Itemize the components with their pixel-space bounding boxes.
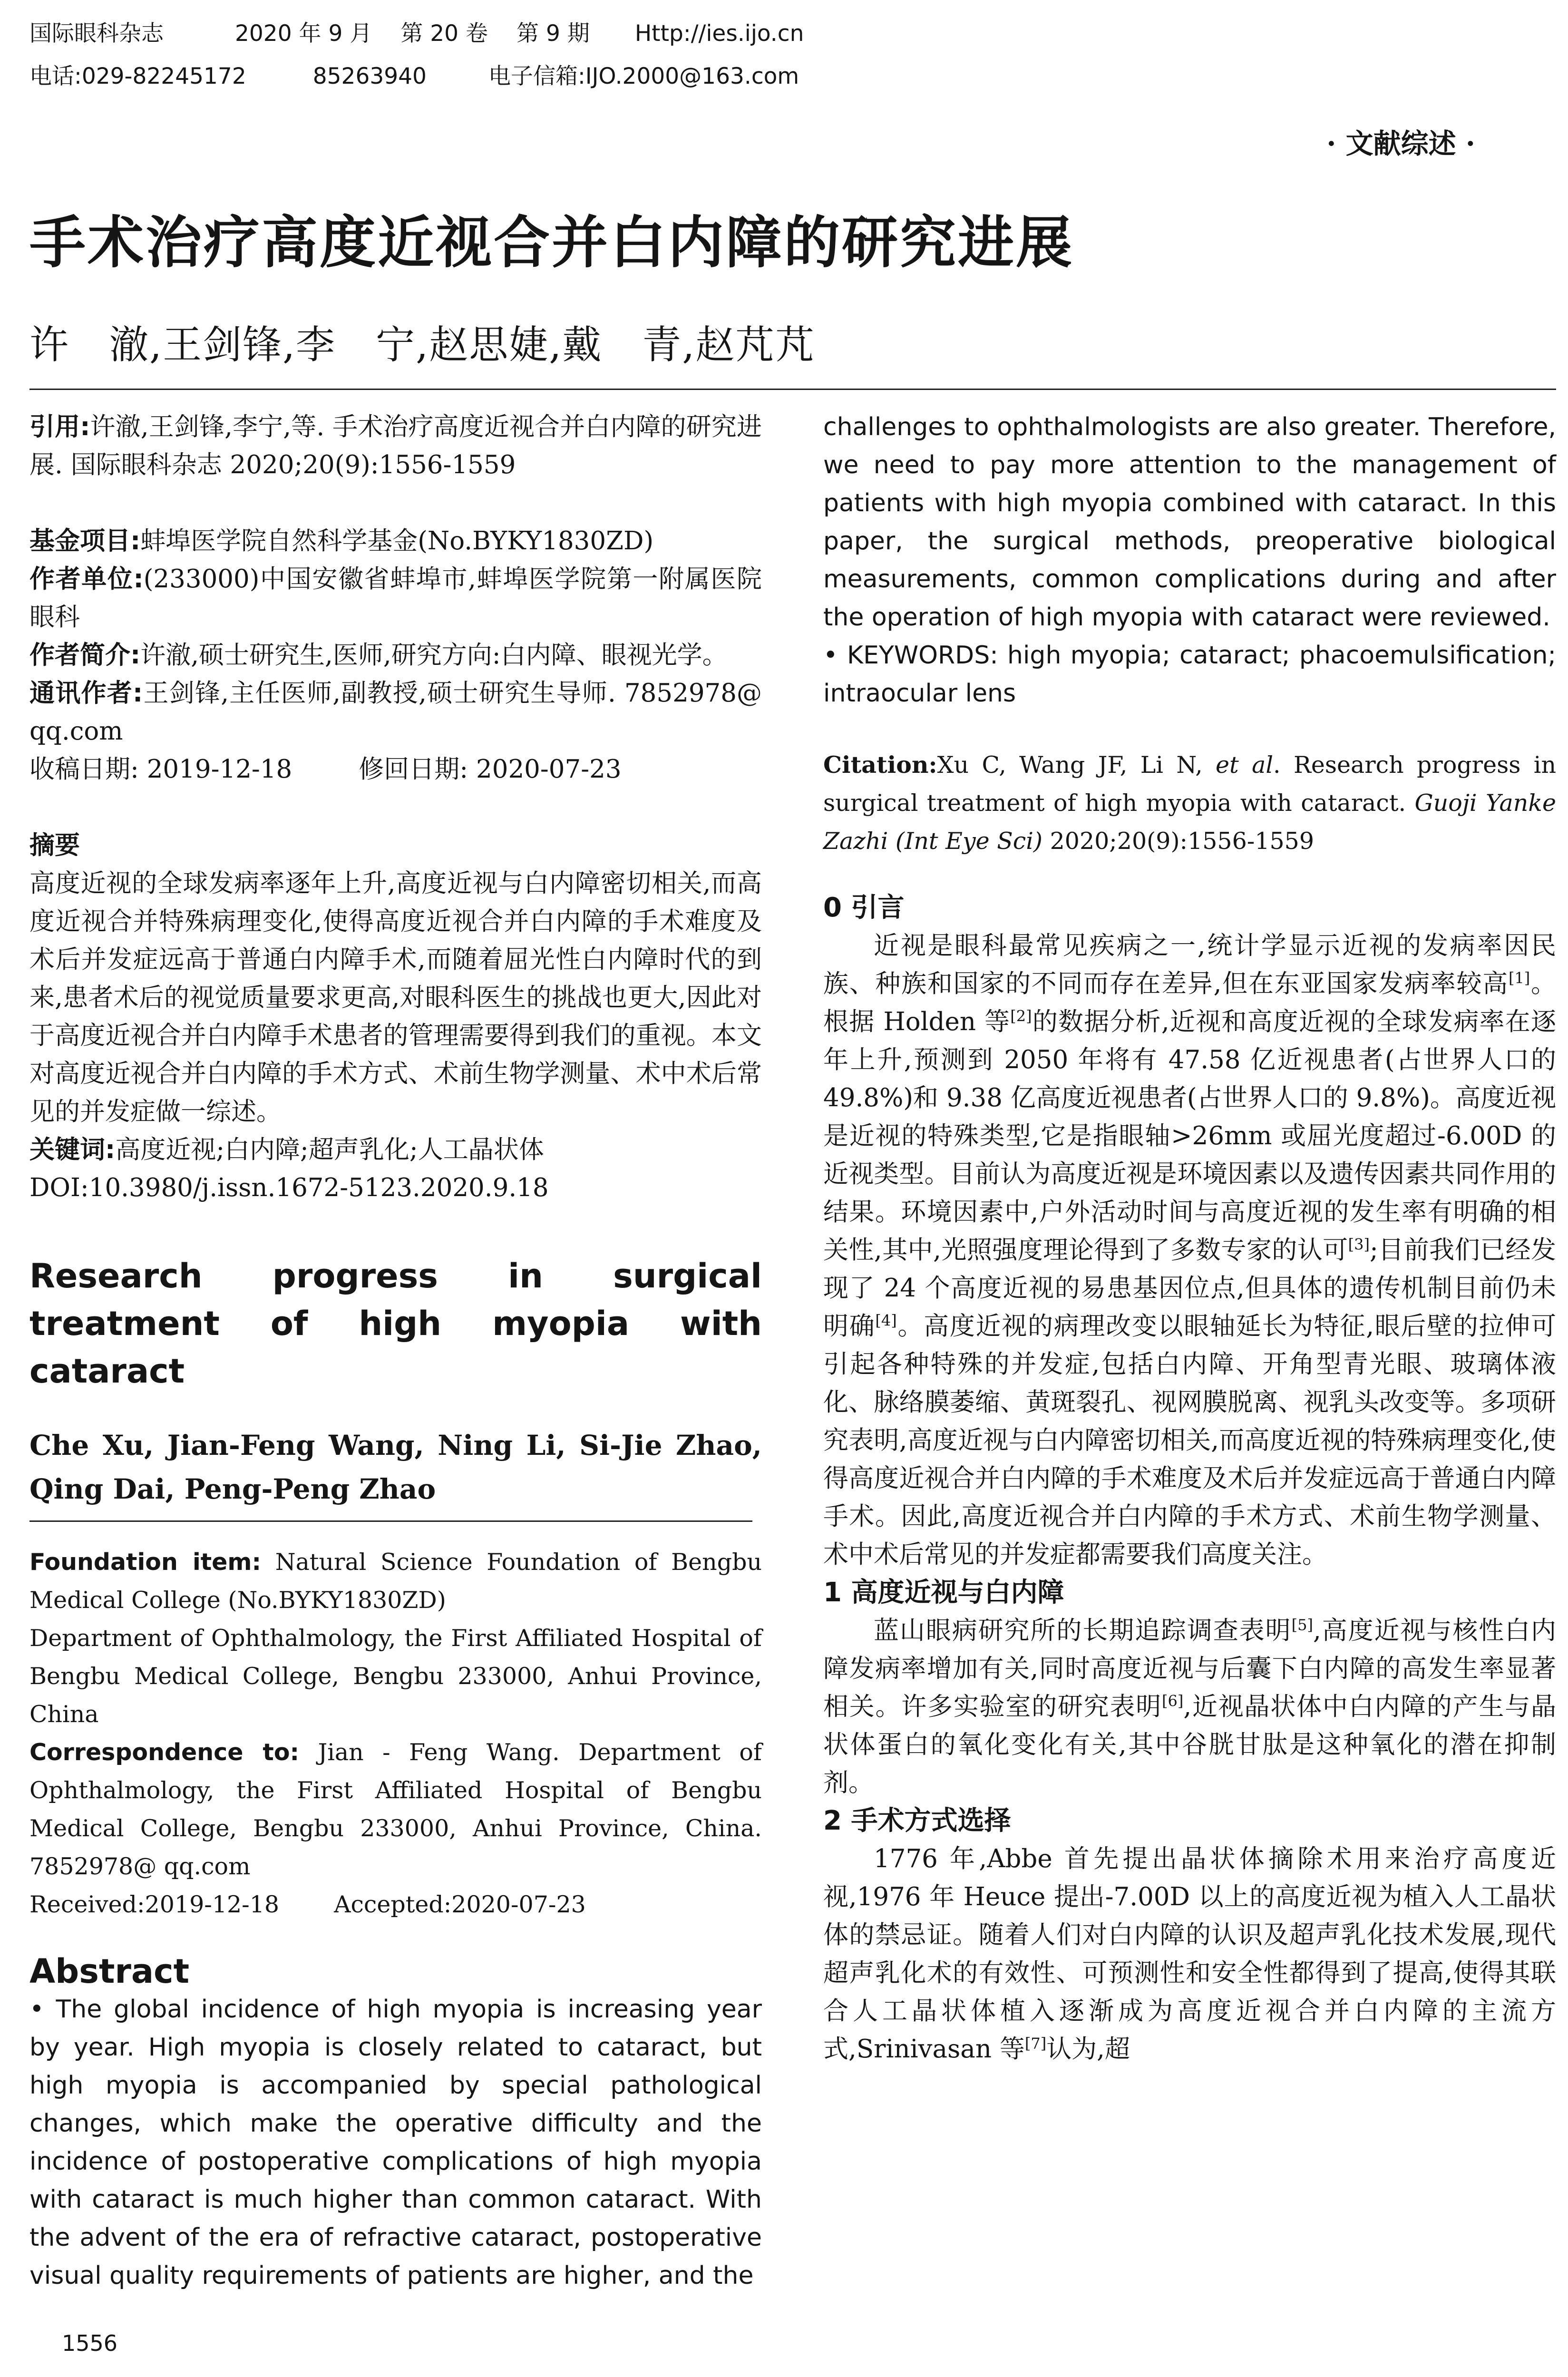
section-1-paragraph: 蓝山眼病研究所的长期追踪调查表明[5],高度近视与核性白内障发病率增加有关,同时高度近视与后囊下白内障的高发生率显著相关。许多实验室的研究表明[6],近视晶状体中白内障的产生与晶状体蛋白的氧化变化有关,其中谷胱甘肽是这种氧化的潜在抑制剂。 [823, 1616, 1556, 1797]
section-tag: · 文献综述 · [1326, 127, 1475, 160]
english-meta [29, 1543, 762, 1924]
title-rule [29, 389, 1556, 390]
foundation-item: Foundation item: Natural Science Foundation of Bengbu Medical College (No.BYKY1830ZD) [29, 1549, 762, 1614]
author-list: 许 澈,王剑锋,李 宁,赵思婕,戴 青,赵芃芃 [29, 322, 816, 368]
page-number: 1556 [62, 2330, 118, 2356]
dates-cn: 收稿日期: 2019-12-18 修回日期: 2020-07-23 [29, 755, 622, 784]
abstract-cn-heading: 摘要 [29, 831, 80, 860]
email[interactable]: 电子信箱:IJO.2000@163.com [488, 63, 799, 89]
ref-7[interactable]: [7] [1024, 2034, 1047, 2053]
phone: 电话:029-82245172 [29, 63, 246, 89]
section-2-heading: 2 手术方式选择 [823, 1805, 1011, 1836]
ref-2[interactable]: [2] [1010, 1007, 1032, 1025]
journal-header-line1 [29, 18, 804, 49]
issue-number: 第 9 期 [516, 20, 590, 47]
section-0-paragraph: 近视是眼科最常见疾病之一,统计学显示近视的发病率因民族、种族和国家的不同而存在差异,但在东亚国家发病率较高[1]。根据 Holden 等[2]的数据分析,近视和高度近视的全球发病率在逐年上升,预测到 2050 年将有 47.58 亿近视患者(占世界人口的 49.8%)和 9.38 亿高度近视患者(占世界人口的 9.8%)。高度近视是近视的特殊类型,它是指眼轴>26mm 或屈光度超过-6.00D 的近视类型。目前认为高度近视是环境因素以及遗传因素共同作用的结果。环境因素中,户外活动时间与高度近视的发生率有明确的相关性,其中,光照强度理论得到了多数专家的认可[3];目前我们已经发现了 24 个高度近视的易患基因位点,但具体的遗传机制目前仍未明确[4]。高度近视的病理改变以眼轴延长为特征,眼后壁的拉伸可引起各种特殊的并发症,包括白内障、开角型青光眼、玻璃体液化、脉络膜萎缩、黄斑裂孔、视网膜脱离、视乳头改变等。多项研究表明,高度近视与白内障密切相关,而高度近视的特殊病理变化,使得高度近视合并白内障的手术难度及术后并发症远高于普通白内障手术。因此,高度近视合并白内障的手术方式、术前生物学测量、术中术后常见的并发症都需要我们高度关注。 [823, 931, 1556, 1569]
ref-4[interactable]: [4] [875, 1311, 897, 1330]
keywords-en: • KEYWORDS: high myopia; cataract; phacoemulsification; intraocular lens [823, 641, 1556, 708]
abstract-en-continued: challenges to ophthalmologists are also greater. Therefore, we need to pay more attention to the management of patients with high myopia combined with cataract. In this paper, the surgical methods, preoperative biological measurements, common complications during and after the operation of high myopia with cataract were reviewed. [823, 413, 1556, 632]
dates-en: Received:2019-12-18 Accepted:2020-07-23 [29, 1891, 586, 1918]
volume: 第 20 卷 [400, 20, 488, 47]
keywords-cn: 关键词:高度近视;白内障;超声乳化;人工晶状体 [29, 1135, 544, 1164]
doi[interactable]: DOI:10.3980/j.issn.1672-5123.2020.9.18 [29, 1173, 549, 1202]
abstract-cn: 高度近视的全球发病率逐年上升,高度近视与白内障密切相关,而高度近视合并特殊病理变化,使得高度近视合并白内障的手术难度及术后并发症远高于普通白内障手术,而随着屈光性白内障时代的到来,患者术后的视觉质量要求更高,对眼科医生的挑战也更大,因此对于高度近视合并白内障手术患者的管理需要得到我们的重视。本文对高度近视合并白内障的手术方式、术前生物学测量、术中术后常见的并发症做一综述。 [29, 869, 762, 1126]
left-column [29, 408, 762, 2295]
article-title: 手术治疗高度近视合并白内障的研究进展 [29, 210, 1074, 275]
right-column [823, 408, 1556, 2068]
journal-url[interactable]: Http://ies.ijo.cn [634, 20, 804, 47]
author-bio: 作者简介:许澈,硕士研究生,医师,研究方向:白内障、眼视光学。 [29, 641, 728, 670]
english-title: Research progress in surgical treatment of high myopia with cataract [29, 1257, 762, 1391]
ref-1[interactable]: [1] [1508, 969, 1530, 987]
citation-label: 引用: [29, 412, 90, 441]
english-authors: Che Xu, Jian-Feng Wang, Ning Li, Si-Jie Zhao, Qing Dai, Peng-Peng Zhao [29, 1429, 762, 1505]
corresponding-author: 通讯作者:王剑锋,主任医师,副教授,硕士研究生导师. 7852978@ qq.com [29, 679, 762, 746]
issue-date: 2020 年 9 月 [235, 20, 372, 47]
department: Department of Ophthalmology, the First Affiliated Hospital of Bengbu Medical College, Bengbu 233000, Anhui Province, China [29, 1625, 762, 1728]
section-1-heading: 1 高度近视与白内障 [823, 1577, 1064, 1608]
correspondence: Correspondence to: Jian - Feng Wang. Department of Ophthalmology, the First Affiliated Hospital of Bengbu Medical College, Bengbu 233000, Anhui Province, China. 7852978@ qq.com [29, 1739, 762, 1880]
citation-cn: 引用:许澈,王剑锋,李宁,等. 手术治疗高度近视合并白内障的研究进展. 国际眼科杂志 2020;20(9):1556-1559 [29, 412, 762, 479]
fund-info: 基金项目:蚌埠医学院自然科学基金(No.BYKY1830ZD) [29, 526, 654, 555]
ref-3[interactable]: [3] [1348, 1235, 1370, 1254]
ref-6[interactable]: [6] [1162, 1692, 1184, 1710]
section-0-heading: 0 引言 [823, 892, 905, 923]
section-2-paragraph: 1776 年,Abbe 首先提出晶状体摘除术用来治疗高度近视,1976 年 Heuce 提出-7.00D 以上的高度近视为植入人工晶状体的禁忌证。随着人们对白内障的认识及超声乳化技术发展,现代超声乳化术的有效性、可预测性和安全性都得到了提高,使得其联合人工晶状体植入逐渐成为高度近视合并白内障的主流方式,Srinivasan 等[7]认为,超 [823, 1844, 1556, 2064]
phone-2: 85263940 [312, 63, 427, 89]
english-authors-rule [29, 1511, 752, 1522]
citation-en: Citation:Xu C, Wang JF, Li N, et al. Research progress in surgical treatment of high myopia with cataract. Guoji Yanke Zazhi (Int Eye Sci) 2020;20(9):1556-1559 [823, 751, 1557, 855]
abstract-en-heading: Abstract [29, 1952, 190, 1991]
abstract-en: • The global incidence of high myopia is increasing year by year. High myopia is closely related to cataract, but high myopia is accompanied by special pathological changes, which make the operative difficulty and the incidence of postoperative complications of high myopia with cataract is much higher than common cataract. With the advent of the era of refractive cataract, postoperative visual quality requirements of patients are higher, and the [29, 1995, 762, 2290]
journal-name: 国际眼科杂志 [29, 20, 164, 47]
ref-5[interactable]: [5] [1291, 1616, 1313, 1634]
journal-header-line2 [29, 61, 799, 92]
author-unit: 作者单位:(233000)中国安徽省蚌埠市,蚌埠医学院第一附属医院眼科 [29, 565, 762, 632]
